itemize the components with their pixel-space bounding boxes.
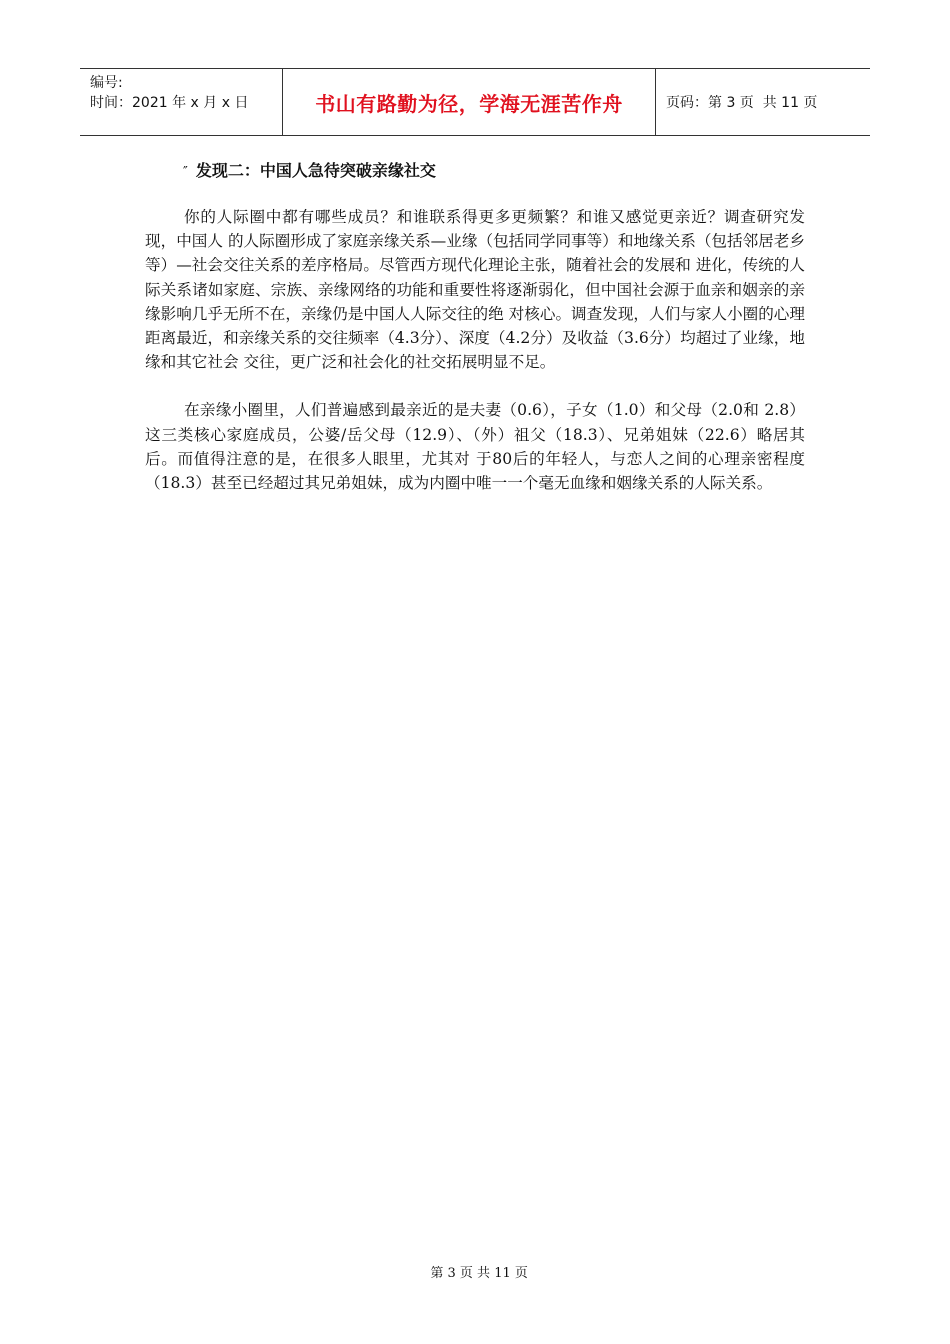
header-meta — [80, 69, 282, 135]
header-motto — [282, 69, 656, 135]
motto-text: 书山有路勤为径，学海无涯苦作舟 — [315, 91, 623, 116]
doc-date: 时间：2021 年 x 月 x 日 — [90, 95, 249, 111]
body-text — [145, 205, 805, 519]
page-header — [80, 68, 870, 136]
section-title: 发现二：中国人急待突破亲缘社交 — [195, 161, 436, 180]
footer-page-number: 第 3 页 共 11 页 — [430, 1266, 528, 1281]
page-info-text: 页码：第 3 页 共 11 页 — [666, 95, 818, 111]
page-footer — [0, 1247, 950, 1281]
paragraph-2: 在亲缘小圈里，人们普遍感到最亲近的是夫妻（0.6），子女（1.0）和父母（2.0和 2.8）这三类核心家庭成员，公婆/岳父母（12.9）、（外）祖父（18.3）、兄弟姐妹（22.6）略居其后。而值得注意的是，在很多人眼里，尤其对 于80后的年轻人，与恋人之间的心理亲密程度（18.3）甚至已经超过其兄弟姐妹，成为内圈中唯一一个毫无血缘和姻缘关系的人际关系。 — [145, 401, 805, 493]
paragraph-1: 你的人际圈中都有哪些成员？和谁联系得更多更频繁？和谁又感觉更亲近？调查研究发现，中国人 的人际圈形成了家庭亲缘关系—业缘（包括同学同事等）和地缘关系（包括邻居老乡等）—社会交往关系的差序格局。尽管西方现代化理论主张，随着社会的发展和 进化，传统的人际关系诸如家庭、宗族、亲缘网络的功能和重要性将逐渐弱化，但中国社会源于血亲和姻亲的亲缘影响几乎无所不在，亲缘仍是中国人人际交往的绝 对核心。调查发现，人们与家人小圈的心理距离最近，和亲缘关系的交往频率（4.3分）、深度（4.2分）及收益（3.6分）均超过了业缘，地缘和其它社会 交往，更广泛和社会化的社交拓展明显不足。 — [145, 208, 805, 372]
doc-number-label: 编号: — [90, 75, 123, 91]
section-heading — [183, 158, 436, 186]
heading-mark: ″ — [183, 165, 188, 180]
header-page-info — [656, 69, 870, 135]
